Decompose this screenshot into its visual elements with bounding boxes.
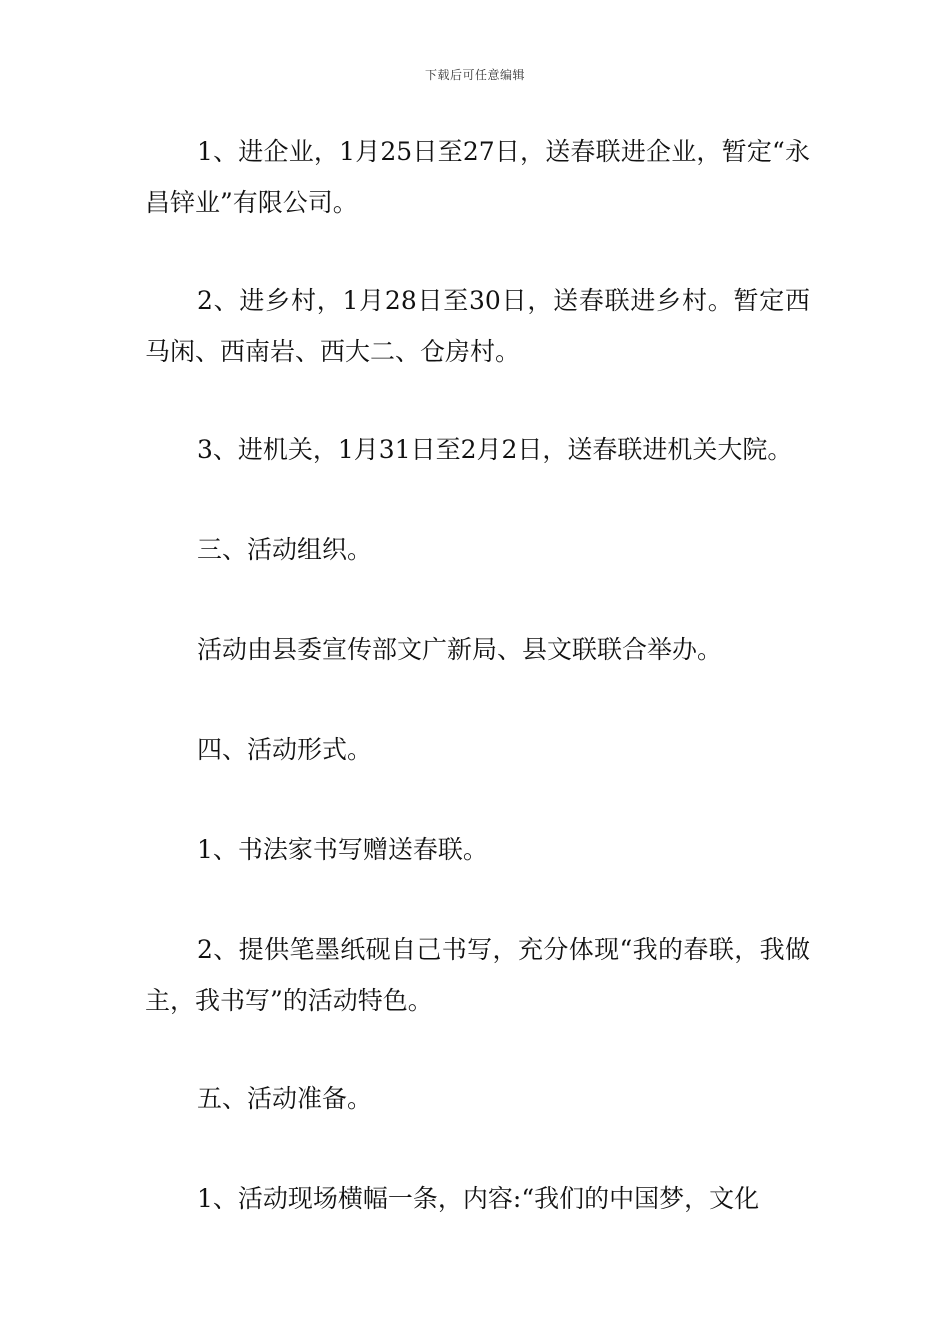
paragraph-village: 2、进乡村，1月28日至30日，送春联进乡村。暂定西马闲、西南岩、西大二、仓房村。 <box>145 286 810 366</box>
section-heading-preparation: 五、活动准备。 <box>197 1084 373 1113</box>
paragraph-government: 3、进机关，1月31日至2月2日，送春联进机关大院。 <box>197 435 793 464</box>
section-heading-format: 四、活动形式。 <box>197 735 373 764</box>
paragraph-self-writing: 2、提供笔墨纸砚自己书写，充分体现“我的春联，我做主，我书写”的活动特色。 <box>145 935 810 1015</box>
paragraph-banner: 1、活动现场横幅一条，内容:“我们的中国梦，文化 <box>197 1184 760 1213</box>
paragraph-organizers: 活动由县委宣传部文广新局、县文联联合举办。 <box>197 635 723 664</box>
page-header: 下载后可任意编辑 <box>424 68 525 82</box>
paragraph-calligraphy: 1、书法家书写赠送春联。 <box>197 835 488 864</box>
paragraph-enterprise: 1、进企业，1月25日至27日，送春联进企业，暂定“永昌锌业”有限公司。 <box>145 137 810 217</box>
section-heading-organization: 三、活动组织。 <box>197 535 373 564</box>
document-body <box>145 126 810 1273</box>
